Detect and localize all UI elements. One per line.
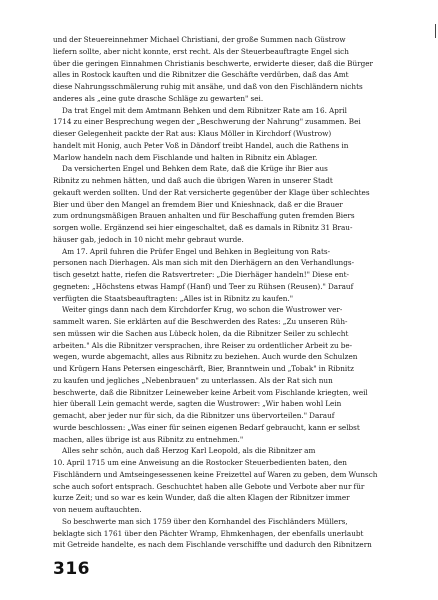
text-line: zum ordnungsmäßigen Brauen anhalten und für Beschaffung guten fremden Biers [53, 211, 355, 221]
text-line: dieser Gelegenheit packte der Rat aus: Klaus Möller in Kirchdorf (Wustrow) [53, 129, 332, 138]
text-line: wurde beschlossen: „Was einer für seinen eigenen Bedarf gebraucht, kann er selbst [53, 422, 360, 432]
text-line: 10. April 1715 um eine Anweisung an die Rostocker Steuerbedienten baten, den [53, 458, 347, 467]
text-line: anderes als „eine gute drasche Schläge zu gewarten" sei. [53, 93, 264, 103]
text-line: kurze Zeit; und so war es kein Wunder, daß die alten Klagen der Ribnitzer immer [53, 493, 350, 503]
text-line: Alles sehr schön, auch daß Herzog Karl Leopold, als die Ribnitzer am [62, 446, 316, 456]
text-line: 1714 zu einer Besprechung wegen der „Beschwerung der Nahrung" zusammen. Bei [53, 117, 361, 127]
paragraph-6 [53, 445, 406, 516]
text-line: alles in Rostock kauften und die Ribnitzer die Geschäfte verdürben, daß das Amt [53, 70, 349, 80]
paragraph-5 [53, 304, 406, 445]
text-line: Fischländern und Amtseingesessenen keine Freizettel auf Waren zu geben, dem Wunsch [53, 469, 378, 479]
paragraph-7 [53, 516, 406, 551]
text-line: sorgen wolle. Ergänzend sei hier eingeschaltet, daß es damals in Ribnitz 31 Brau- [53, 223, 353, 232]
text-line: wegen, wurde abgemacht, alles aus Ribnitz zu beziehen. Auch wurde den Schulzen [53, 352, 358, 362]
text-line: arbeiten." Als die Ribnitzer versprachen, ihre Reiser zu ordentlicher Arbeit zu be- [53, 340, 353, 350]
text-line: verfügten die Staatsbeauftragten: „Alles ist in Ribnitz zu kaufen." [53, 293, 294, 303]
text-line: von neuem auftauchten. [53, 505, 142, 514]
page-edge-mark [431, 24, 436, 38]
text-line: beschwerte, daß die Ribnitzer Leineweber keine Arbeit vom Fischlande kriegten, weil [53, 387, 368, 397]
text-line: über die geringen Einnahmen Christianis beschwerte, erwiderte dieser, daß die Bürger [53, 58, 373, 68]
text-line: handelt mit Honig, auch Peter Voß in Dändorf treibt Handel, auch die Rathens in [53, 140, 349, 150]
text-line: machen, alles übrige ist aus Ribnitz zu entnehmen." [53, 434, 244, 444]
text-line: diese Nahrungsschmälerung ruhig mit ansähe, und daß von den Fischländern nichts [53, 82, 363, 91]
paragraph-3 [53, 163, 406, 245]
text-line: sammelt waren. Sie erklärten auf die Beschwerden des Rates: „Zu unseren Rüh- [53, 317, 348, 326]
text-line: und der Steuereinnehmer Michael Christiani, der große Summen nach Güstrow [53, 35, 346, 44]
text-line: Da versicherten Engel und Behken dem Rate, daß die Krüge ihr Bier aus [62, 164, 328, 174]
text-line: Marlow handeln nach dem Fischlande und halten in Ribnitz ein Ablager. [53, 152, 318, 162]
text-line: gekauft werden sollten. Und der Rat versicherte gegenüber der Klage über schlechtes [53, 187, 370, 197]
paragraph-2 [53, 105, 406, 164]
text-line: zu kaufen und jegliches „Nebenbrauen" zu unterlassen. Als der Rat sich nun [53, 375, 333, 385]
paragraph-1 [53, 34, 406, 105]
text-line: gemacht, aber jeder nur für sich, da die Ribnitzer uns übervorteilen." Darauf [53, 411, 335, 420]
text-line: häuser gab, jedoch in 10 nicht mehr gebraut wurde. [53, 234, 244, 244]
text-line: hier überall Lein gemacht werde, sagten die Wustrower: „Wir haben wohl Lein [53, 399, 342, 409]
text-line: gegneten: „Höchstens etwas Hampf (Hanf) und Teer zu Rühsen (Reusen)." Darauf [53, 281, 354, 291]
text-line: sche auch sofort entsprach. Geschuchtet haben alle Gebote und Verbote aber nur für [53, 481, 365, 491]
text-line: Am 17. April fuhren die Prüfer Engel und Behken in Begleitung von Rats- [62, 246, 331, 256]
text-line: liefern sollte, aber nicht konnte, erst recht. Als der Steuerbeauftragte Engel sich [53, 46, 349, 56]
page-number: 316 [53, 559, 90, 579]
text-line: beklagte sich 1761 über den Pächter Wramp, Ehmkenhagen, der ebenfalls unerlaubt [53, 528, 364, 538]
body-text [53, 34, 406, 551]
paragraph-4 [53, 246, 406, 305]
text-line: sen müssen wir die Sachen aus Lübeck holen, da die Ribnitzer Seiler zu schlecht [53, 328, 349, 338]
text-line: Da trat Engel mit dem Amtmann Behken und dem Ribnitzer Rate am 16. April [62, 105, 347, 115]
text-line: Bier und über den Mangel an fremdem Bier und Knieshnack, daß er die Brauer [53, 199, 343, 209]
text-line: personen nach Dierhagen. Als man sich mit den Dierhägern an den Verhandlungs- [53, 258, 355, 268]
text-line: Weiter gings dann nach dem Kirchdorfer Krug, wo schon die Wustrower ver- [62, 305, 343, 315]
text-line: So beschwerte man sich 1759 über den Kornhandel des Fischländers Müllers, [62, 516, 348, 526]
text-line: und Krügern Hans Petersen eingeschärft, Bier, Branntwein und „Tobak" in Ribnitz [53, 364, 354, 373]
text-line: mit Getreide handelte, es nach dem Fischlande verschiffte und dadurch den Ribnitzern [53, 540, 372, 550]
text-line: tisch gesetzt hatte, riefen die Ratsvertreter: „Die Dierhäger handeln!" Diese ent- [53, 270, 349, 279]
text-line: Ribnitz zu nehmen hätten, und daß auch die übrigen Waren in unserer Stadt [53, 176, 333, 185]
